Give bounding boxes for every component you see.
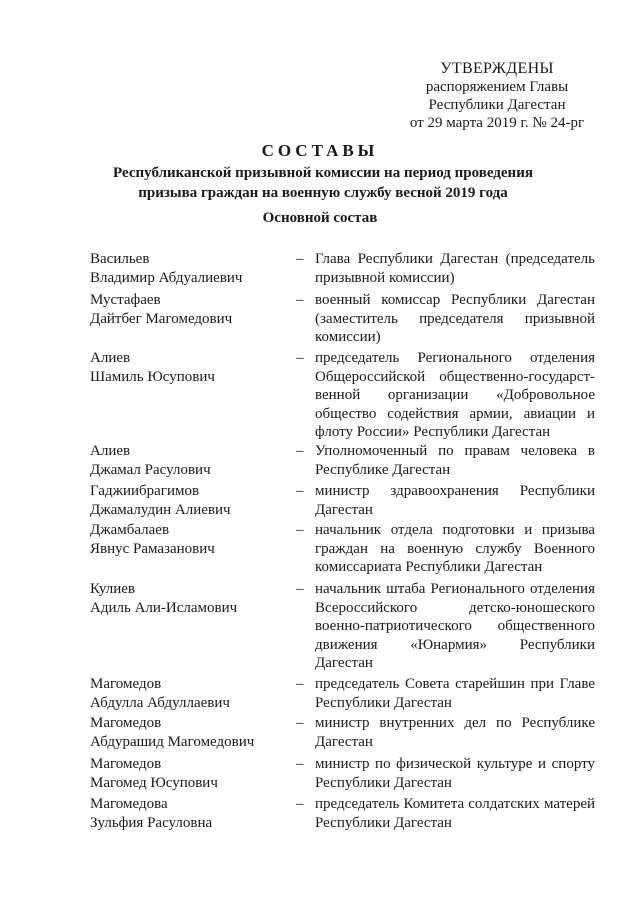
- member-name: [90, 482, 285, 520]
- member-given-name: Магомед Юсупович: [90, 775, 218, 791]
- dash-separator: –: [296, 756, 304, 772]
- member-role: начальник отдела подготовки и призыва граждан на военную службу Военного комиссариата Республики Дагестан: [315, 522, 595, 575]
- member-name: [90, 442, 285, 480]
- member-surname: Магомедов: [90, 756, 162, 772]
- member-role: министр здравоохранения Республики Дагестан: [315, 483, 595, 518]
- approval-line-order: распоряжением Главы: [425, 79, 569, 95]
- member-name: [90, 675, 285, 713]
- member-role: военный комиссар Республики Дагестан (заместитель председателя призывной комиссии): [315, 292, 595, 345]
- member-role: министр по физической культуре и спорту Республики Дагестан: [315, 756, 595, 791]
- member-role: председатель Совета старейшин при Главе Республики Дагестан: [315, 676, 595, 711]
- member-given-name: Явнус Рамазанович: [90, 541, 215, 557]
- dash-separator: –: [296, 483, 304, 499]
- member-role: Уполномоченный по правам человека в Республике Дагестан: [315, 443, 595, 478]
- member-surname: Алиев: [90, 350, 131, 366]
- subtitle-line-2: призыва граждан на военную службу весной 2019 года: [138, 185, 508, 201]
- section-title: Основной состав: [262, 210, 378, 226]
- member-surname: Джамбалаев: [90, 522, 170, 538]
- member-name: [90, 349, 285, 387]
- member-surname: Алиев: [90, 443, 131, 459]
- approval-line-date: от 29 марта 2019 г. № 24-рг: [409, 115, 585, 131]
- member-given-name: Абдулла Абдуллаевич: [90, 695, 230, 711]
- member-given-name: Шамиль Юсупович: [90, 369, 215, 385]
- member-given-name: Джамалудин Алиевич: [90, 502, 231, 518]
- document-title: СОСТАВЫ: [261, 141, 379, 160]
- dash-separator: –: [296, 443, 304, 459]
- member-surname: Кулиев: [90, 581, 135, 597]
- member-role: начальник штаба Регионального отделения Всероссийского детско-юношеского военно-патриотического общественного движения «Юнармия» Республики Дагестан: [315, 581, 595, 671]
- member-surname: Магомедов: [90, 715, 162, 731]
- member-role: председатель Комитета солдатских матерей Республики Дагестан: [315, 796, 595, 831]
- member-role: председатель Регионального отделения Общероссийской общественно-государст-венной организации «Добровольное общество содействия армии, авиации и флоту России» Республики Дагестан: [315, 350, 595, 440]
- member-role: министр внутренних дел по Республике Дагестан: [315, 715, 595, 750]
- member-surname: Магомедов: [90, 676, 162, 692]
- dash-separator: –: [296, 676, 304, 692]
- member-given-name: Абдурашид Магомедович: [90, 734, 255, 750]
- member-name: [90, 795, 285, 833]
- subtitle-line-1: Республиканской призывной комиссии на период проведения: [113, 165, 533, 181]
- dash-separator: –: [296, 715, 304, 731]
- member-surname: Магомедова: [90, 796, 168, 812]
- dash-separator: –: [296, 292, 304, 308]
- dash-separator: –: [296, 251, 304, 267]
- approval-heading: УТВЕРЖДЕНЫ: [440, 60, 554, 77]
- member-name: [90, 714, 285, 752]
- member-name: [90, 291, 285, 329]
- approval-line-region: Республики Дагестан: [428, 97, 566, 113]
- member-role: Глава Республики Дагестан (председатель призывной комиссии): [315, 251, 595, 286]
- dash-separator: –: [296, 522, 304, 538]
- member-given-name: Дайтбег Магомедович: [90, 311, 233, 327]
- member-given-name: Зульфия Расуловна: [90, 815, 213, 831]
- member-given-name: Адиль Али-Исламович: [90, 600, 238, 616]
- member-given-name: Владимир Абдуалиевич: [90, 270, 243, 286]
- member-name: [90, 521, 285, 559]
- member-name: [90, 755, 285, 793]
- member-surname: Васильев: [90, 251, 150, 267]
- dash-separator: –: [296, 350, 304, 366]
- dash-separator: –: [296, 581, 304, 597]
- member-name: [90, 580, 285, 618]
- dash-separator: –: [296, 796, 304, 812]
- member-surname: Мустафаев: [90, 292, 161, 308]
- member-surname: Гаджиибрагимов: [90, 483, 200, 499]
- member-name: [90, 250, 285, 288]
- member-given-name: Джамал Расулович: [90, 462, 211, 478]
